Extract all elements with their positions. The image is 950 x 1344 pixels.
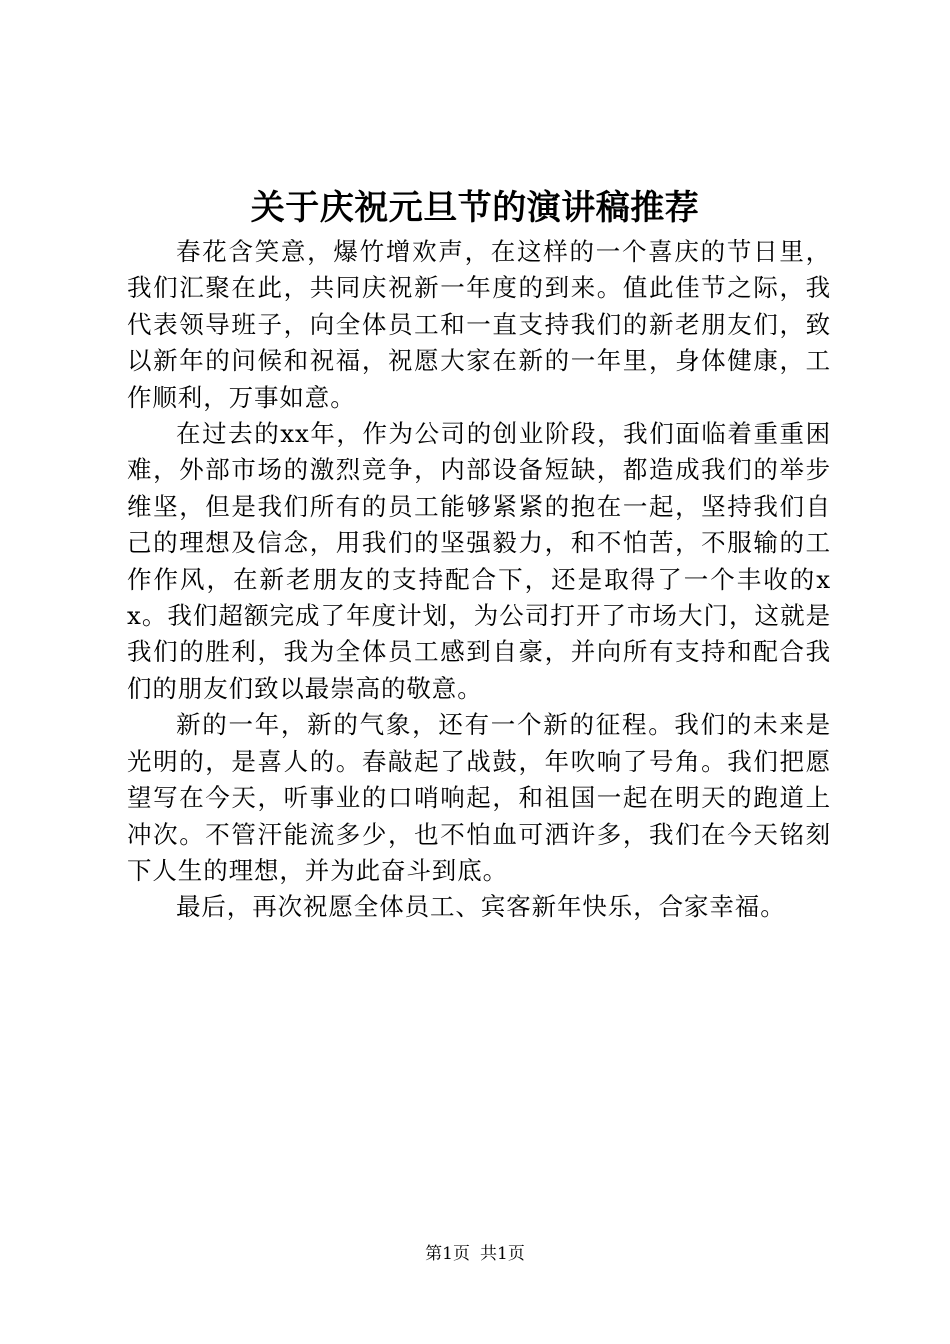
- paragraph-3: 新的一年，新的气象，还有一个新的征程。我们的未来是光明的，是喜人的。春敲起了战鼓，年吹响了号角。我们把愿望写在今天，听事业的口哨响起，和祖国一起在明天的跑道上冲次。不管汗能流多少，也不怕血可洒许多，我们在今天铭刻下人生的理想，并为此奋斗到底。: [127, 710, 831, 885]
- page-footer: [0, 1242, 950, 1266]
- paragraph-1: 春花含笑意，爆竹增欢声，在这样的一个喜庆的节日里，我们汇聚在此，共同庆祝新一年度的到来。值此佳节之际，我代表领导班子，向全体员工和一直支持我们的新老朋友们，致以新年的问候和祝福，祝愿大家在新的一年里，身体健康，工作顺利，万事如意。: [127, 237, 831, 412]
- document-body: [127, 234, 831, 926]
- paragraph-4: 最后，再次祝愿全体员工、宾客新年快乐，合家幸福。: [176, 892, 786, 922]
- document-title: 关于庆祝元旦节的演讲稿推荐: [250, 188, 700, 228]
- page-number: 第1页: [425, 1244, 470, 1264]
- paragraph-2: 在过去的xx年，作为公司的创业阶段，我们面临着重重困难，外部市场的激烈竞争，内部设备短缺，都造成我们的举步维坚，但是我们所有的员工能够紧紧的抱在一起，坚持我们自己的理想及信念，用我们的坚强毅力，和不怕苦，不服输的工作作风，在新老朋友的支持配合下，还是取得了一个丰收的xx。我们超额完成了年度计划，为公司打开了市场大门，这就是我们的胜利，我为全体员工感到自豪，并向所有支持和配合我们的朋友们致以最崇高的敬意。: [127, 419, 831, 703]
- page-total: 共1页: [480, 1244, 525, 1264]
